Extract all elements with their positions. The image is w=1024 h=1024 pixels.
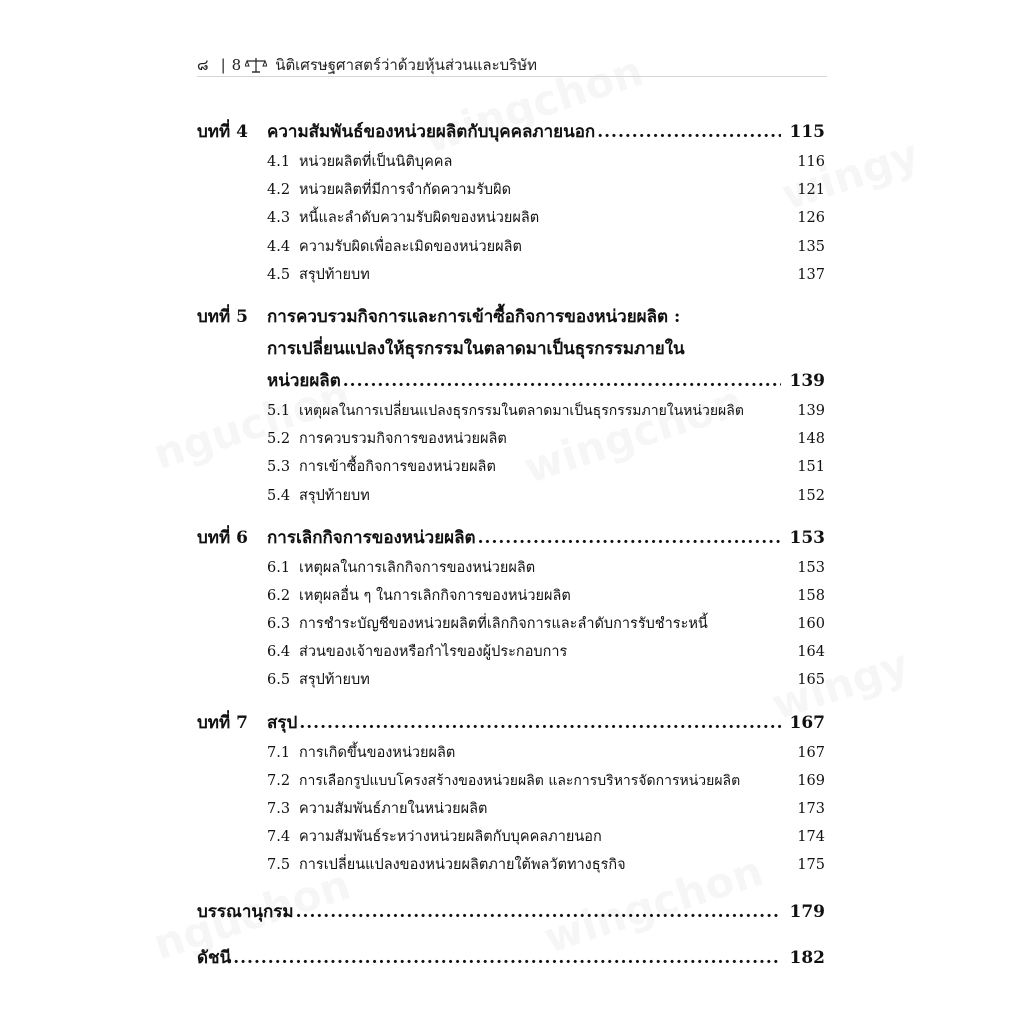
section-number: 5.1 bbox=[267, 402, 291, 419]
section-entry bbox=[197, 823, 825, 851]
section-number: 7.4 bbox=[267, 829, 291, 846]
section-number: 6.2 bbox=[267, 587, 291, 604]
dot-leader bbox=[299, 707, 781, 739]
section-number: 7.1 bbox=[267, 744, 291, 761]
section-title: การเปลี่ยนแปลงของหน่วยผลิตภายใต้พลวัตทางธุรกิจ bbox=[299, 857, 626, 874]
dot-leader bbox=[233, 942, 781, 974]
section-number: 5.4 bbox=[267, 487, 291, 504]
section-page: 160 bbox=[797, 616, 825, 633]
index-page: 182 bbox=[789, 947, 825, 968]
section-number: 6.3 bbox=[267, 616, 291, 633]
chapter-title: ความสัมพันธ์ของหน่วยผลิตกับบุคคลภายนอก bbox=[267, 122, 596, 142]
chapter-page: 153 bbox=[789, 527, 825, 548]
section-entry bbox=[197, 204, 825, 232]
section-title: สรุปท้ายบท bbox=[299, 672, 370, 689]
header-separator: | bbox=[220, 56, 226, 74]
section-title: การชำระบัญชีของหน่วยผลิตที่เลิกกิจการและลำดับการรับชำระหนี้ bbox=[299, 616, 708, 633]
chapter-title-line1: การควบรวมกิจการและการเข้าซื้อกิจการของหน่วยผลิต : bbox=[267, 306, 681, 327]
section-title: การควบรวมกิจการของหน่วยผลิต bbox=[299, 431, 507, 448]
section-page: 116 bbox=[797, 154, 825, 170]
section-title: การเกิดขึ้นของหน่วยผลิต bbox=[299, 744, 456, 761]
section-entry bbox=[197, 638, 825, 666]
section-entry bbox=[197, 453, 825, 481]
section-entry bbox=[197, 261, 825, 289]
section-entry bbox=[197, 666, 825, 694]
section-page: 169 bbox=[797, 772, 825, 789]
section-number: 5.2 bbox=[267, 431, 291, 448]
section-page: 158 bbox=[797, 587, 825, 604]
index-title: ดัชนี bbox=[197, 947, 232, 968]
section-number: 4.3 bbox=[267, 210, 291, 227]
running-header bbox=[197, 54, 827, 77]
section-title: การเข้าซื้อกิจการของหน่วยผลิต bbox=[299, 459, 496, 476]
bibliography-page: 179 bbox=[789, 901, 825, 922]
section-title: ส่วนของเจ้าของหรือกำไรของผู้ประกอบการ bbox=[299, 644, 568, 661]
section-number: 4.1 bbox=[267, 154, 291, 170]
section-number: 6.4 bbox=[267, 644, 291, 661]
section-entry bbox=[197, 795, 825, 823]
section-title: หน่วยผลิตที่มีการจำกัดความรับผิด bbox=[299, 182, 512, 199]
chapter-label: บทที่ 7 bbox=[197, 712, 248, 733]
section-entry bbox=[197, 582, 825, 610]
section-page: 164 bbox=[797, 644, 825, 661]
chapter-title-line2: การเปลี่ยนแปลงให้ธุรกรรมในตลาดมาเป็นธุรกรรมภายใน bbox=[267, 338, 685, 359]
section-title: หนี้และลำดับความรับผิดของหน่วยผลิต bbox=[299, 210, 540, 227]
section-page: 151 bbox=[797, 459, 825, 476]
section-number: 7.2 bbox=[267, 772, 291, 789]
chapter-page: 115 bbox=[789, 122, 825, 142]
bibliography-entry bbox=[197, 896, 825, 928]
table-of-contents bbox=[197, 116, 825, 974]
chapter-page: 139 bbox=[789, 370, 825, 391]
chapter-4-entry bbox=[197, 116, 825, 148]
section-title: เหตุผลอื่น ๆ ในการเลิกกิจการของหน่วยผลิต bbox=[299, 587, 571, 604]
chapter-label: บทที่ 5 bbox=[197, 306, 248, 327]
section-title: สรุปท้ายบท bbox=[299, 487, 370, 504]
section-number: 6.5 bbox=[267, 672, 291, 689]
chapter-title: การเลิกกิจการของหน่วยผลิต bbox=[267, 527, 476, 548]
section-entry bbox=[197, 482, 825, 510]
section-page: 137 bbox=[797, 266, 825, 283]
section-title: ความสัมพันธ์ระหว่างหน่วยผลิตกับบุคคลภายนอก bbox=[299, 829, 602, 846]
section-number: 6.1 bbox=[267, 559, 291, 576]
section-title: หน่วยผลิตที่เป็นนิติบุคคล bbox=[299, 154, 453, 170]
section-page: 165 bbox=[797, 672, 825, 689]
section-entry bbox=[197, 425, 825, 453]
section-number: 4.2 bbox=[267, 182, 291, 199]
page-number-thai: ๘ bbox=[197, 56, 209, 74]
chapter-5-entry-line2 bbox=[197, 333, 825, 365]
section-entry bbox=[197, 233, 825, 261]
section-page: 139 bbox=[797, 402, 825, 419]
section-entry bbox=[197, 176, 825, 204]
chapter-page: 167 bbox=[789, 712, 825, 733]
section-number: 7.5 bbox=[267, 857, 291, 874]
chapter-label: บทที่ 6 bbox=[197, 527, 248, 548]
dot-leader bbox=[343, 365, 781, 397]
page-number-arabic: 8 bbox=[231, 56, 242, 74]
section-entry bbox=[197, 397, 825, 425]
section-page: 173 bbox=[797, 801, 825, 817]
bibliography-title: บรรณานุกรม bbox=[197, 901, 294, 922]
chapter-title: สรุป bbox=[267, 712, 298, 733]
section-entry bbox=[197, 554, 825, 582]
section-number: 4.5 bbox=[267, 266, 291, 283]
section-page: 135 bbox=[797, 238, 825, 255]
section-title: ความสัมพันธ์ภายในหน่วยผลิต bbox=[299, 801, 488, 817]
section-page: 153 bbox=[797, 559, 825, 576]
section-entry bbox=[197, 851, 825, 879]
section-title: เหตุผลในการเปลี่ยนแปลงธุรกรรมในตลาดมาเป็นธุรกรรมภายในหน่วยผลิต bbox=[299, 402, 744, 419]
section-page: 121 bbox=[797, 182, 825, 199]
chapter-5-entry-line3 bbox=[197, 365, 825, 397]
chapter-label: บทที่ 4 bbox=[197, 122, 248, 142]
dot-leader bbox=[597, 116, 781, 148]
dot-leader bbox=[296, 896, 781, 928]
chapter-5-entry-line1 bbox=[197, 301, 825, 333]
scales-of-justice-icon bbox=[245, 57, 267, 73]
section-page: 152 bbox=[797, 487, 825, 504]
chapter-7-entry bbox=[197, 707, 825, 739]
chapter-title-line3: หน่วยผลิต bbox=[267, 370, 341, 391]
dot-leader bbox=[478, 522, 781, 554]
section-page: 174 bbox=[797, 829, 825, 846]
section-page: 148 bbox=[797, 431, 825, 448]
section-title: การเลือกรูปแบบโครงสร้างของหน่วยผลิต และการบริหารจัดการหน่วยผลิต bbox=[299, 772, 741, 789]
section-title: เหตุผลในการเลิกกิจการของหน่วยผลิต bbox=[299, 559, 536, 576]
section-entry bbox=[197, 148, 825, 176]
section-title: สรุปท้ายบท bbox=[299, 266, 370, 283]
section-entry bbox=[197, 739, 825, 767]
section-page: 167 bbox=[797, 744, 825, 761]
section-page: 175 bbox=[797, 857, 825, 874]
chapter-6-entry bbox=[197, 522, 825, 554]
index-entry bbox=[197, 942, 825, 974]
section-title: ความรับผิดเพื่อละเมิดของหน่วยผลิต bbox=[299, 238, 522, 255]
section-number: 4.4 bbox=[267, 238, 291, 255]
section-entry bbox=[197, 767, 825, 795]
section-page: 126 bbox=[797, 210, 825, 227]
section-number: 5.3 bbox=[267, 459, 291, 476]
section-entry bbox=[197, 610, 825, 638]
book-title: นิติเศรษฐศาสตร์ว่าด้วยหุ้นส่วนและบริษัท bbox=[275, 56, 537, 74]
section-number: 7.3 bbox=[267, 801, 291, 817]
